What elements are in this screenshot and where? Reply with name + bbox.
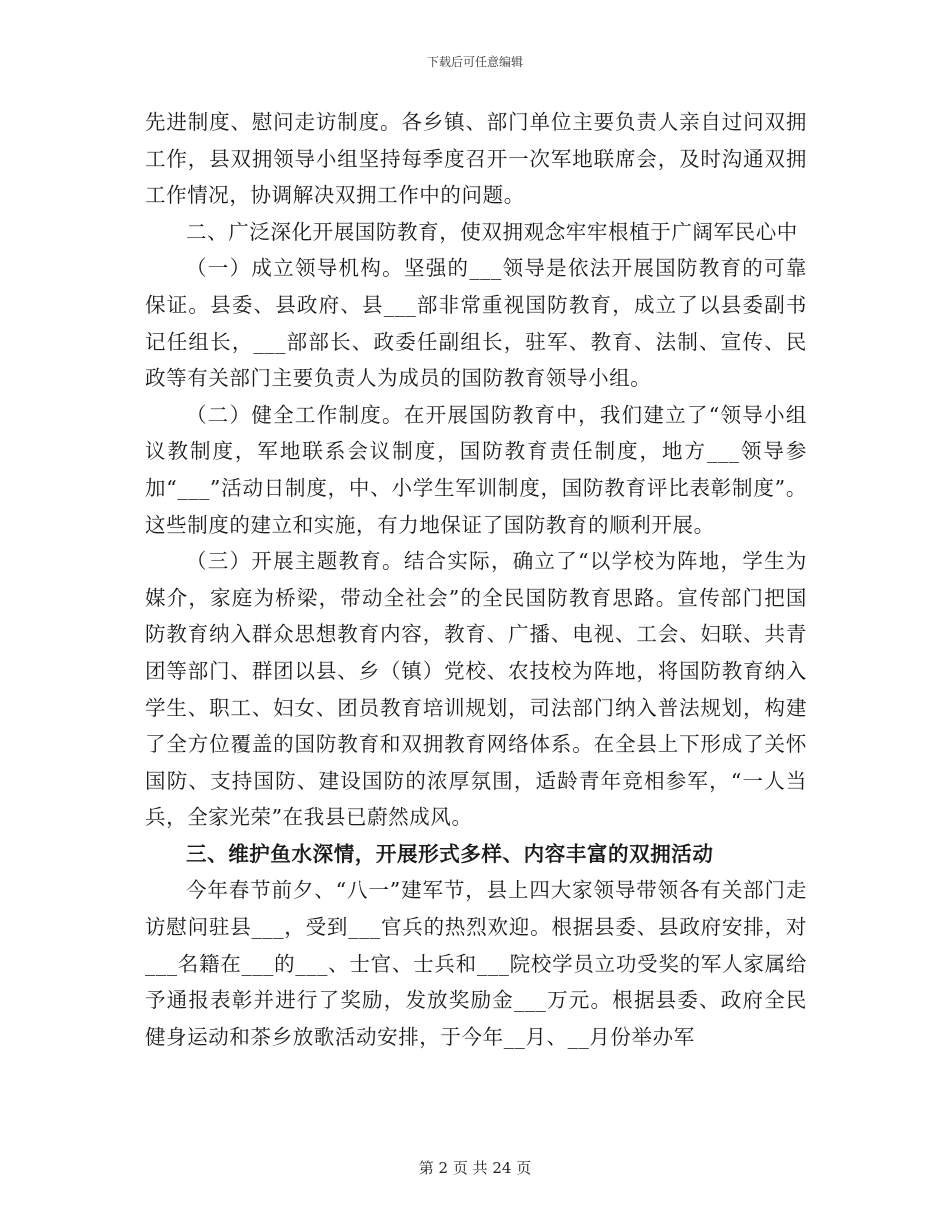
- document-body: [145, 104, 807, 1055]
- page-header: 下载后可任意编辑: [426, 55, 523, 69]
- paragraph-activities: 今年春节前夕、“八一”建军节，县上四大家领导带领各有关部门走访慰问驻县___，受到___官兵的热烈欢迎。根据县委、县政府安排，对___名籍在___的___、士官、士兵和___院校学员立功受奖的军人家属给予通报表彰并进行了奖励，发放奖励金___万元。根据县委、政府全民健身运动和茶乡放歌活动安排，于今年__月、__月份举办军: [145, 878, 807, 1049]
- section-heading-2: 二、广泛深化开展国防教育，使双拥观念牢牢根植于广阔军民心中: [186, 219, 798, 244]
- paragraph-continuation: 先进制度、慰问走访制度。各乡镇、部门单位主要负责人亲自过问双拥工作，县双拥领导小组坚持每季度召开一次军地联席会，及时沟通双拥工作情况，协调解决双拥工作中的问题。: [145, 110, 807, 208]
- page-number: 第 2 页 共 24 页: [418, 1159, 532, 1177]
- section-heading-3: 三、维护鱼水深情，开展形式多样、内容丰富的双拥活动: [186, 841, 714, 866]
- paragraph-system: （二）健全工作制度。在开展国防教育中，我们建立了“领导小组议教制度，军地联系会议制度，国防教育责任制度，地方___领导参加“___”活动日制度，中、小学生军训制度，国防教育评比表彰制度”。这些制度的建立和实施，有力地保证了国防教育的顺利开展。: [145, 402, 807, 537]
- paragraph-leadership: （一）成立领导机构。坚强的___领导是依法开展国防教育的可靠保证。县委、县政府、县___部非常重视国防教育，成立了以县委副书记任组长，___部部长、政委任副组长，驻军、教育、法制、宣传、民政等有关部门主要负责人为成员的国防教育领导小组。: [145, 256, 807, 391]
- paragraph-theme-education: （三）开展主题教育。结合实际，确立了“以学校为阵地，学生为媒介，家庭为桥梁，带动全社会”的全民国防教育思路。宣传部门把国防教育纳入群众思想教育内容，教育、广播、电视、工会、妇联、共青团等部门、群团以县、乡（镇）党校、农技校为阵地，将国防教育纳入学生、职工、妇女、团员教育培训规划，司法部门纳入普法规划，构建了全方位覆盖的国防教育和双拥教育网络体系。在全县上下形成了关怀国防、支持国防、建设国防的浓厚氛围，适龄青年竞相参军，“一人当兵，全家光荣”在我县已蔚然成风。: [145, 549, 807, 830]
